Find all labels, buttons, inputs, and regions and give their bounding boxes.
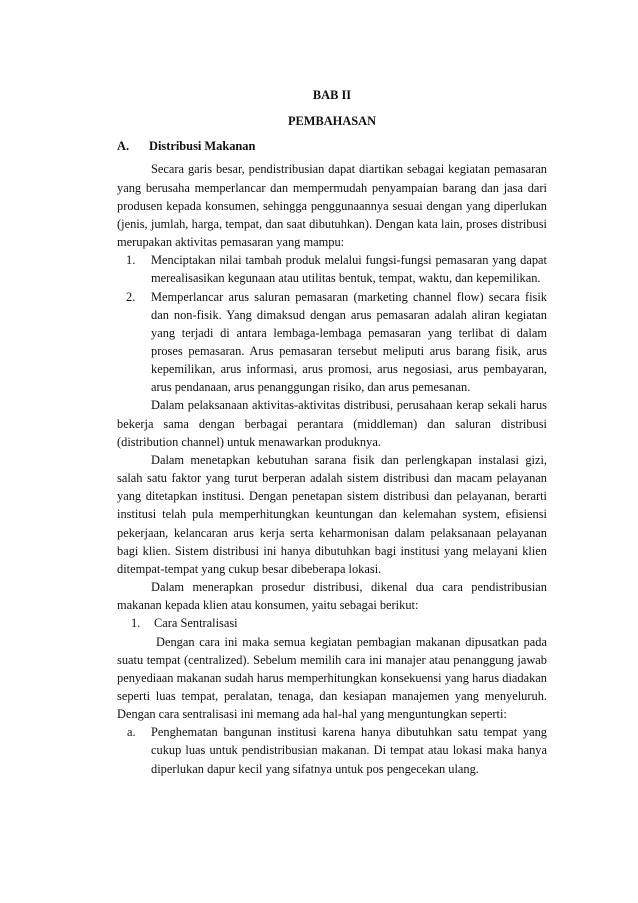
list-item-text: Memperlancar arus saluran pemasaran (marketing channel flow) secara fisik dan non-fisik. Yang dimaksud dengan arus pemasaran adalah aliran kegiatan yang terjadi di antara lembaga-lembaga pemasaran yang terlibat di dalam proses pemasaran. Arus pemasaran tersebut meliputi arus barang fisik, arus kepemilikan, arus informasi, arus promosi, arus negosiasi, arus pembayaran, arus pendanaan, arus penanggungan risiko, dan arus pemesanan.	[151, 289, 547, 395]
list-item	[117, 251, 547, 287]
method-heading	[117, 614, 547, 632]
list-item-text: Menciptakan nilai tambah produk melalui fungsi-fungsi pemasaran yang dapat merealisasikan kegunaan atau utilitas bentuk, tempat, waktu, dan kepemilikan.	[151, 253, 547, 286]
methods-paragraph: Dalam menerapkan prosedur distribusi, dikenal dua cara pendistribusian makanan kepada klien atau konsumen, yaitu sebagai berikut:	[117, 580, 547, 613]
method-title: Cara Sentralisasi	[154, 616, 238, 631]
document-page	[117, 86, 547, 778]
facilities-paragraph: Dalam menetapkan kebutuhan sarana fisik dan perlengkapan instalasi gizi, salah satu faktor yang turut berperan adalah sistem distribusi dan macam pelayanan yang ditetapkan institusi. Dengan penetapan sistem distribusi dan pelayanan, berarti institusi telah pula memperhitungkan keuntungan dan kelemahan system, efisiensi pekerjaan, kelancaran arus kerja serta keharmonisan dalam pelaksanaan pelayanan bagi klien. Sistem distribusi ini hanya dibutuhkan bagi institusi yang melayani klien ditempat-tempat yang cukup besar dibeberapa lokasi.	[117, 452, 547, 576]
list-item-text: Penghematan bangunan institusi karena hanya dibutuhkan satu tempat yang cukup luas untuk pendistribusian makanan. Di tempat atau lokasi maka hanya diperlukan dapur kecil yang sifatnya untuk pos pengecekan ulang.	[151, 725, 547, 776]
list-marker: 2.	[126, 289, 136, 304]
chapter-heading: BAB II	[312, 88, 352, 102]
list-marker: a.	[127, 725, 136, 740]
list-marker: 1.	[126, 253, 136, 268]
cooperation-paragraph: Dalam pelaksanaan aktivitas-aktivitas distribusi, perusahaan kerap sekali harus bekerja sama dengan berbagai perantara (middleman) dan saluran distribusi (distribution channel) untuk menawarkan produknya.	[117, 398, 547, 449]
section-heading	[117, 137, 547, 155]
intro-paragraph: Secara garis besar, pendistribusian dapat diartikan sebagai kegiatan pemasaran yang berusaha memperlancar dan mempermudah penyampaian barang dan jasa dari produsen kepada konsumen, sehingga penggunaannya sesuai dengan yang diperlukan (jenis, jumlah, harga, tempat, dan saat dibutuhkan). Dengan kata lain, proses distribusi merupakan aktivitas pemasaran yang mampu:	[117, 162, 547, 250]
method-description: Dengan cara ini maka semua kegiatan pembagian makanan dipusatkan pada suatu tempat (centralized). Sebelum memilih cara ini manajer atau penanggung jawab penyediaan makanan sudah harus memperhitungkan konsekuensi yang harus diadakan seperti luas tempat, peralatan, tenaga, dan kesiapan manajemen yang menyeluruh. Dengan cara sentralisasi ini memang ada hal-hal yang menguntungkan seperti:	[117, 634, 547, 722]
advantages-list	[117, 723, 547, 777]
abilities-list	[117, 251, 547, 396]
section-title: Distribusi Makanan	[149, 138, 256, 153]
section-number: A.	[117, 138, 130, 153]
list-item	[117, 288, 547, 397]
list-item	[117, 723, 547, 777]
chapter-subtitle: PEMBAHASAN	[287, 113, 377, 128]
method-number: 1.	[131, 616, 141, 631]
